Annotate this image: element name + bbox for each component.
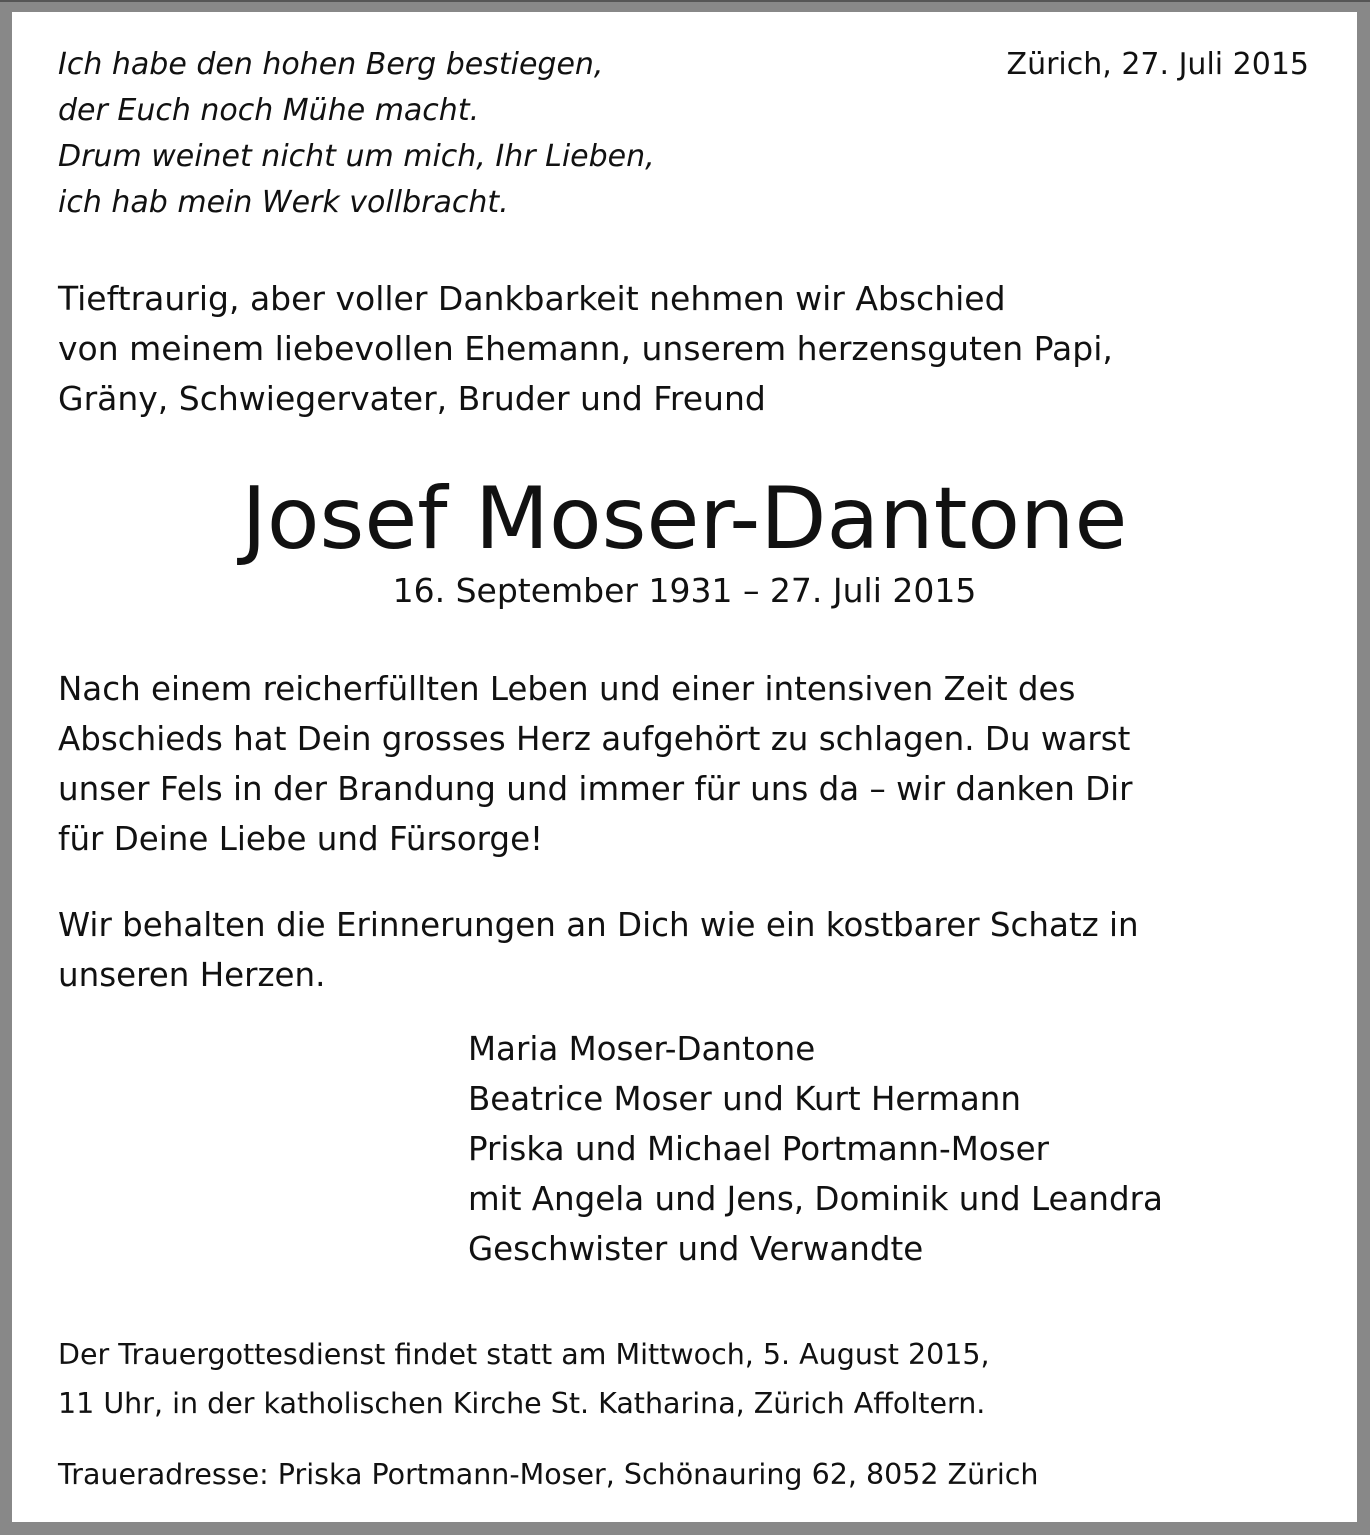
paragraph-1 [58, 664, 1133, 864]
service-line: Der Trauergottesdienst findet statt am Mittwoch, 5. August 2015, [58, 1338, 990, 1371]
poem-line: ich hab mein Werk vollbracht. [58, 185, 509, 220]
signatory: Priska und Michael Portmann-Moser [468, 1130, 1049, 1168]
obituary-page [12, 12, 1357, 1522]
paragraph-line: Abschieds hat Dein grosses Herz aufgehört zu schlagen. Du warst [58, 720, 1131, 758]
place-date: Zürich, 27. Juli 2015 [1006, 47, 1309, 82]
paragraph-line: Wir behalten die Erinnerungen an Dich wie ein kostbarer Schatz in [58, 906, 1139, 944]
service-info [58, 1330, 990, 1428]
paragraph-2 [58, 900, 1139, 1000]
poem-line: der Euch noch Mühe macht. [58, 93, 480, 128]
intro-text [58, 274, 1113, 424]
paragraph-line: für Deine Liebe und Fürsorge! [58, 820, 544, 858]
signatory: Maria Moser-Dantone [468, 1030, 816, 1068]
poem-line: Ich habe den hohen Berg bestiegen, [58, 47, 604, 82]
deceased-name: Josef Moser-Dantone [241, 469, 1128, 569]
mourning-address: Traueradresse: Priska Portmann-Moser, Schönauring 62, 8052 Zürich [58, 1458, 1039, 1491]
paragraph-line: unser Fels in der Brandung und immer für uns da – wir danken Dir [58, 770, 1133, 808]
signatory: Beatrice Moser und Kurt Hermann [468, 1080, 1021, 1118]
paragraph-line: Nach einem reicherfüllten Leben und einer intensiven Zeit des [58, 670, 1076, 708]
life-dates: 16. September 1931 – 27. Juli 2015 [392, 571, 977, 610]
poem-line: Drum weinet nicht um mich, Ihr Lieben, [58, 139, 655, 174]
signatories [468, 1024, 1163, 1274]
intro-line: Tieftraurig, aber voller Dankbarkeit nehmen wir Abschied [58, 279, 1006, 318]
signatory: mit Angela und Jens, Dominik und Leandra [468, 1180, 1163, 1218]
intro-line: von meinem liebevollen Ehemann, unserem herzensguten Papi, [58, 329, 1113, 368]
intro-line: Gräny, Schwiegervater, Bruder und Freund [58, 379, 766, 418]
paragraph-line: unseren Herzen. [58, 956, 326, 994]
frame-top-line [0, 0, 1370, 2]
poem [58, 42, 655, 226]
signatory: Geschwister und Verwandte [468, 1230, 924, 1268]
service-line: 11 Uhr, in der katholischen Kirche St. Katharina, Zürich Affoltern. [58, 1387, 986, 1420]
